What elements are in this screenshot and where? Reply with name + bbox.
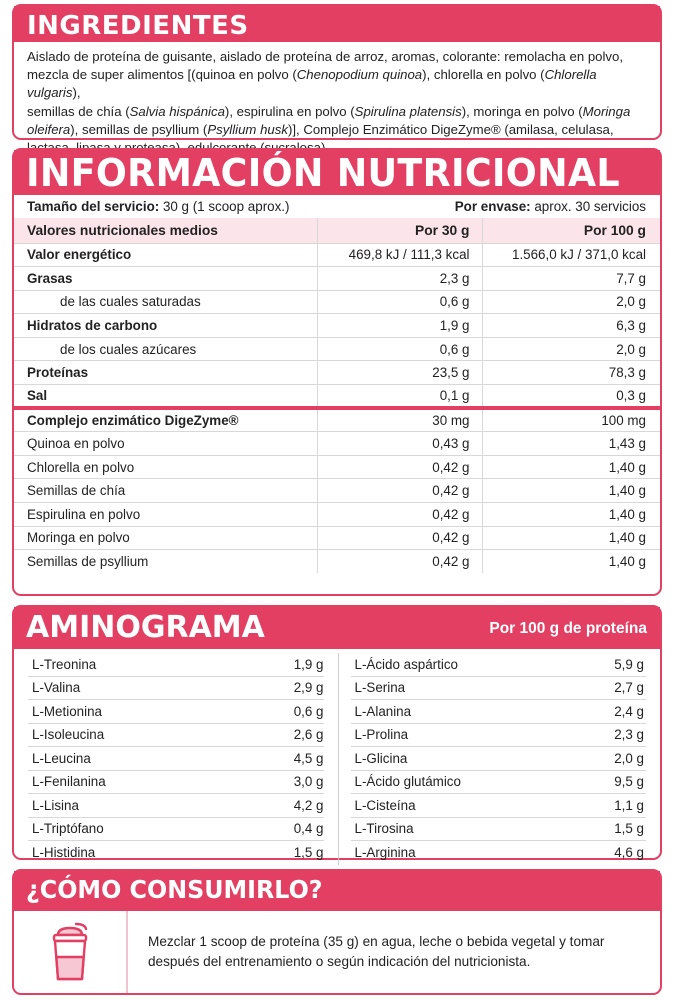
amino-acid-name: L-Isoleucina [32, 727, 105, 743]
aminogram-title: AMINOGRAMA [26, 610, 265, 645]
header-per-100g: Por 100 g [482, 218, 660, 243]
value-per-100g: 1,40 g [482, 455, 660, 479]
nutrition-row [14, 243, 660, 267]
ingredients-panel [12, 4, 662, 140]
amino-acid-value: 0,6 g [293, 703, 324, 719]
value-per-100g: 6,3 g [482, 314, 660, 338]
nutrition-row [14, 455, 660, 479]
amino-acid-name: L-Glicina [354, 750, 408, 766]
ingredients-text [14, 42, 660, 157]
nutrition-row [14, 550, 660, 574]
amino-acid-value: 4,2 g [293, 797, 324, 813]
nutrition-row [14, 408, 660, 432]
nutrient-name: Valor energético [14, 243, 317, 267]
per-pack-value: aprox. 30 servicios [530, 199, 646, 214]
amino-acid-name: L-Serina [354, 680, 406, 696]
ingredients-line: Aislado de proteína de guisante, aislado de proteína de arroz, aromas, colorante: remolacha en polvo, [27, 49, 624, 64]
nutrition-row [14, 290, 660, 314]
nutrition-row [14, 385, 660, 409]
amino-acid-value: 2,9 g [293, 680, 324, 696]
amino-acid-value: 2,4 g [614, 703, 644, 719]
amino-acid-name: L-Prolina [354, 727, 409, 743]
value-per-30g: 0,42 g [317, 503, 482, 527]
nutrient-name: Sal [14, 385, 317, 409]
nutrition-row [14, 267, 660, 291]
amino-acid-row [28, 841, 324, 865]
nutrient-name: Espirulina en polvo [14, 503, 317, 527]
amino-acid-name: L-Treonina [32, 656, 97, 672]
amino-acid-name: L-Ácido aspártico [354, 656, 458, 672]
usage-title: ¿CÓMO CONSUMIRLO? [26, 875, 323, 904]
amino-acid-row [28, 771, 324, 795]
value-per-100g: 2,0 g [482, 337, 660, 361]
value-per-30g: 0,42 g [317, 455, 482, 479]
value-per-30g: 469,8 kJ / 111,3 kcal [317, 243, 482, 267]
value-per-100g: 1,43 g [482, 432, 660, 456]
ingredients-line: ), moringa en polvo ( [461, 103, 583, 119]
amino-acid-row [351, 724, 647, 748]
ingredients-latin: Salvia hispánica [129, 103, 225, 119]
amino-acid-row [28, 794, 324, 818]
nutrition-row [14, 314, 660, 338]
value-per-30g: 0,1 g [317, 385, 482, 409]
nutrient-name: Quinoa en polvo [14, 432, 317, 456]
aminogram-header [14, 607, 660, 649]
amino-acid-value: 9,5 g [614, 774, 644, 790]
amino-acid-row [351, 700, 647, 724]
aminogram-subtitle: Por 100 g de proteína [489, 620, 647, 637]
serving-size-value: 30 g (1 scoop aprox.) [159, 199, 290, 214]
nutrient-name: Complejo enzimático DigeZyme® [14, 408, 317, 432]
amino-acid-value: 2,3 g [614, 727, 644, 743]
amino-acid-name: L-Lisina [32, 797, 79, 813]
value-per-30g: 0,6 g [317, 290, 482, 314]
value-per-30g: 23,5 g [317, 361, 482, 385]
value-per-30g: 0,43 g [317, 432, 482, 456]
value-per-100g: 1.566,0 kJ / 371,0 kcal [482, 243, 660, 267]
aminogram-left-column [28, 653, 338, 865]
amino-acid-name: L-Leucina [32, 750, 91, 766]
value-per-100g: 2,0 g [482, 290, 660, 314]
amino-acid-value: 1,1 g [614, 797, 644, 813]
ingredients-latin: Moringa [582, 103, 631, 119]
amino-acid-row [351, 841, 647, 865]
usage-line: Mezclar 1 scoop de proteína (35 g) en agua, leche o bebida vegetal y tomar [148, 933, 605, 949]
amino-acid-name: L-Ácido glutámico [354, 774, 461, 790]
amino-acid-row [28, 724, 324, 748]
amino-acid-name: L-Metionina [32, 703, 102, 719]
header-per-30g: Por 30 g [317, 218, 482, 243]
nutrient-name: de los cuales azúcares [14, 337, 317, 361]
amino-acid-name: L-Alanina [354, 703, 412, 719]
amino-acid-row [351, 653, 647, 677]
amino-acid-value: 4,6 g [614, 845, 644, 861]
amino-acid-value: 0,4 g [293, 821, 324, 837]
header-nutrients: Valores nutricionales medios [14, 218, 317, 243]
amino-acid-name: L-Tirosina [354, 821, 414, 837]
ingredients-header [14, 6, 660, 42]
amino-acid-value: 4,5 g [293, 750, 324, 766]
amino-acid-value: 2,0 g [614, 750, 644, 766]
serving-size-label: Tamaño del servicio: [27, 199, 160, 214]
usage-body [14, 911, 660, 993]
nutrient-name: Hidratos de carbono [14, 314, 317, 338]
amino-acid-row [28, 653, 324, 677]
nutrition-row [14, 503, 660, 527]
amino-acid-row [28, 677, 324, 701]
per-pack [455, 199, 646, 214]
nutrition-row [14, 479, 660, 503]
usage-panel [12, 869, 662, 995]
amino-acid-value: 2,6 g [293, 727, 324, 743]
amino-acid-row [28, 818, 324, 842]
value-per-100g: 1,40 g [482, 526, 660, 550]
ingredients-line: mezcla de super alimentos [(quinoa en polvo ( [27, 67, 297, 83]
ingredients-line: )], Complejo Enzimático DigeZyme® (amilasa, celulasa, [287, 121, 614, 137]
value-per-30g: 0,42 g [317, 550, 482, 574]
amino-acid-name: L-Triptófano [32, 821, 104, 837]
nutrition-row [14, 337, 660, 361]
nutrition-row [14, 361, 660, 385]
amino-acid-value: 3,0 g [293, 774, 324, 790]
usage-header [14, 871, 660, 911]
usage-line: después del entrenamiento o según indicación del nutricionista. [148, 954, 531, 969]
value-per-100g: 1,40 g [482, 550, 660, 574]
nutrition-row [14, 526, 660, 550]
nutrient-name: de las cuales saturadas [14, 290, 317, 314]
value-per-30g: 0,42 g [317, 479, 482, 503]
ingredients-title: INGREDIENTES [27, 11, 249, 41]
amino-acid-name: L-Valina [32, 680, 81, 696]
nutrition-title: INFORMACIÓN NUTRICIONAL [26, 151, 620, 195]
shaker-bottle-icon [14, 911, 128, 993]
ingredients-latin: Chlorella vulgaris [27, 67, 597, 101]
nutrient-name: Semillas de chía [14, 479, 317, 503]
nutrition-table-header [14, 218, 660, 243]
value-per-100g: 1,40 g [482, 503, 660, 527]
nutrient-name: Proteínas [14, 361, 317, 385]
value-per-100g: 100 mg [482, 408, 660, 432]
nutrient-name: Moringa en polvo [14, 526, 317, 550]
amino-acid-value: 1,5 g [293, 845, 324, 861]
amino-acid-row [28, 747, 324, 771]
per-pack-label: Por envase: [454, 199, 531, 214]
amino-acid-row [28, 700, 324, 724]
amino-acid-row [351, 677, 647, 701]
value-per-30g: 0,42 g [317, 526, 482, 550]
ingredients-line: semillas de chía ( [27, 103, 130, 119]
amino-acid-name: L-Cisteína [354, 797, 416, 813]
nutrition-table [14, 218, 660, 573]
nutrient-name: Grasas [14, 267, 317, 291]
aminogram-panel [12, 605, 662, 860]
amino-acid-row [351, 747, 647, 771]
amino-acid-row [351, 771, 647, 795]
amino-acid-row [351, 794, 647, 818]
ingredients-latin: Chenopodium quinoa [296, 67, 423, 83]
ingredients-latin: Psyllium husk [207, 121, 288, 137]
value-per-30g: 30 mg [317, 408, 482, 432]
amino-acid-value: 5,9 g [614, 656, 644, 672]
ingredients-line: ), espirulina en polvo ( [224, 103, 355, 119]
amino-acid-row [351, 818, 647, 842]
aminogram-columns [14, 649, 660, 865]
value-per-100g: 78,3 g [482, 361, 660, 385]
value-per-30g: 1,9 g [317, 314, 482, 338]
nutrient-name: Semillas de psyllium [27, 554, 149, 570]
aminogram-right-column [338, 653, 647, 865]
value-per-100g: 7,7 g [482, 267, 660, 291]
ingredients-line: ), chlorella en polvo ( [422, 67, 545, 83]
ingredients-latin: oleifera [27, 121, 71, 137]
nutrition-row [14, 432, 660, 456]
amino-acid-value: 1,5 g [614, 821, 644, 837]
value-per-30g: 2,3 g [317, 267, 482, 291]
value-per-100g: 0,3 g [482, 385, 660, 409]
ingredients-latin: Spirulina platensis [354, 103, 462, 119]
serving-size [27, 199, 289, 214]
amino-acid-name: L-Arginina [354, 845, 416, 861]
serving-info [14, 195, 660, 218]
ingredients-line: ), [72, 85, 81, 101]
amino-acid-name: L-Fenilanina [32, 774, 106, 790]
value-per-100g: 1,40 g [482, 479, 660, 503]
nutrition-header [14, 150, 660, 195]
nutrition-panel [12, 148, 662, 596]
value-per-30g: 0,6 g [317, 337, 482, 361]
usage-text [128, 932, 624, 973]
amino-acid-value: 1,9 g [293, 656, 324, 672]
ingredients-line: ), semillas de psyllium ( [70, 121, 208, 137]
amino-acid-name: L-Histidina [32, 845, 96, 861]
nutrient-name: Chlorella en polvo [14, 455, 317, 479]
amino-acid-value: 2,7 g [614, 680, 644, 696]
